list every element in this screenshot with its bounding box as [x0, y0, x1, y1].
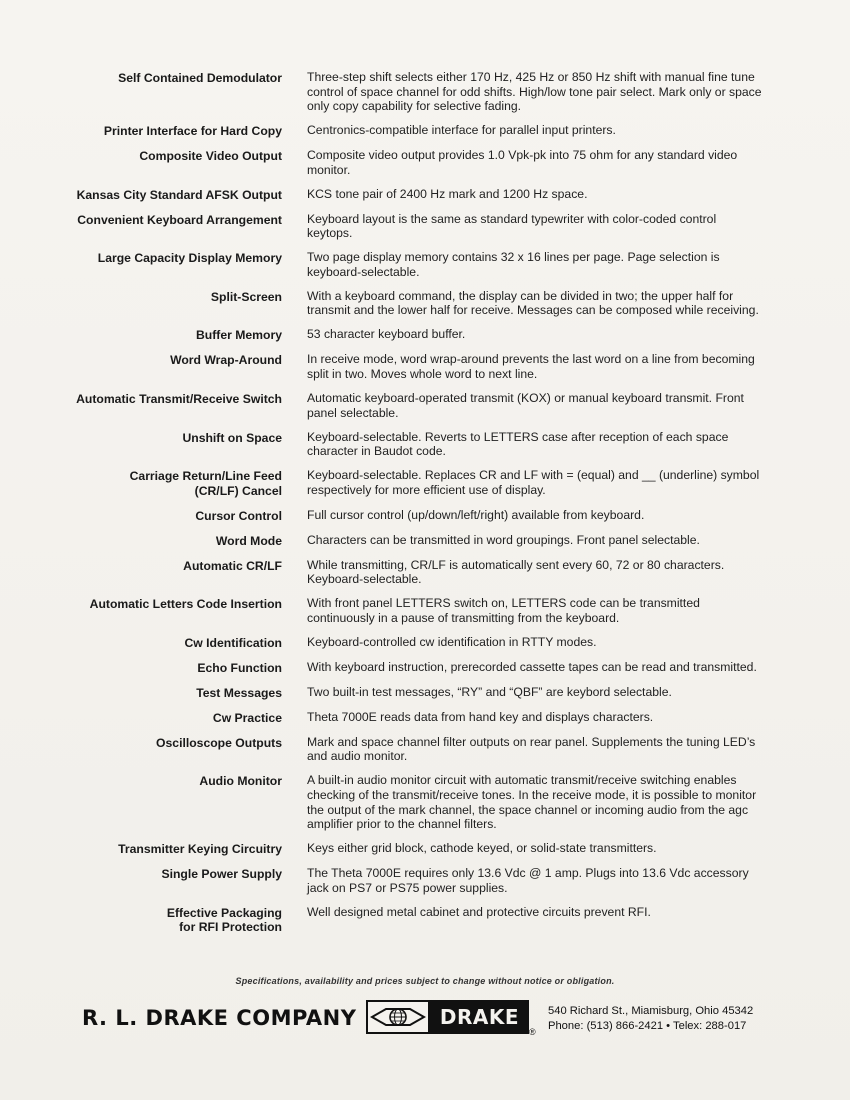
feature-label: [60, 148, 282, 164]
phone-telex-line: Phone: (513) 866-2421 • Telex: 288-017: [548, 1020, 747, 1032]
feature-row: [60, 430, 770, 459]
feature-description: Two built-in test messages, “RY” and “QBF” are keybord selectable.: [307, 684, 672, 699]
feature-row: [60, 212, 770, 241]
feature-label: [60, 391, 282, 407]
logo-wordmark: DRAKE: [430, 1000, 529, 1034]
feature-row: [60, 596, 770, 625]
feature-label-line: Word Mode: [215, 533, 282, 548]
feature-label-line: Audio Monitor: [199, 774, 282, 789]
feature-row: [60, 148, 770, 177]
company-name: R. L. DRAKE COMPANY: [82, 1006, 357, 1030]
address-line: 540 Richard St., Miamisburg, Ohio 45342: [548, 1005, 754, 1017]
feature-label-line: Convenient Keyboard Arrangement: [77, 212, 282, 227]
feature-label-line: Split-Screen: [210, 289, 282, 304]
feature-label-line: Printer Interface for Hard Copy: [103, 124, 282, 139]
feature-description: The Theta 7000E requires only 13.6 Vdc @ 1 amp. Plugs into 13.6 Vdc accessory jack on PS7 or PS75 power supplies.: [307, 866, 749, 895]
feature-label: [60, 250, 282, 266]
feature-description: Well designed metal cabinet and protective circuits prevent RFI.: [307, 904, 651, 919]
feature-label: [60, 289, 282, 305]
feature-row: [60, 773, 770, 831]
feature-label: [60, 70, 282, 86]
feature-row: [60, 187, 770, 203]
feature-row: [60, 508, 770, 524]
feature-label: [60, 735, 282, 751]
disclaimer: Specifications, availability and prices subject to change without notice or obligation.: [235, 976, 615, 986]
feature-description: With keyboard instruction, prerecorded cassette tapes can be read and transmitted.: [307, 659, 757, 674]
feature-row: [60, 841, 770, 857]
feature-label-line: Large Capacity Display Memory: [97, 251, 282, 266]
feature-label: [60, 327, 282, 343]
feature-label: [60, 685, 282, 701]
feature-label-line: Unshift on Space: [182, 430, 282, 445]
feature-description: 53 character keyboard buffer.: [307, 327, 466, 342]
feature-label-line: Single Power Supply: [161, 867, 282, 882]
feature-description: In receive mode, word wrap-around prevents the last word on a line from becoming split in two. Moves whole word to next line.: [307, 352, 755, 382]
feature-description: Composite video output provides 1.0 Vpk-pk into 75 ohm for any standard video monitor.: [307, 148, 738, 177]
feature-description: Theta 7000E reads data from hand key and displays characters.: [307, 709, 654, 724]
feature-row: [60, 685, 770, 701]
feature-description: Centronics-compatible interface for parallel input printers.: [307, 123, 616, 138]
feature-row: [60, 468, 770, 498]
feature-row: [60, 70, 770, 114]
company-address: [548, 1004, 753, 1034]
feature-label-line: Cw Practice: [212, 710, 282, 725]
feature-label: [60, 841, 282, 857]
feature-description: Automatic keyboard-operated transmit (KOX) or manual keyboard transmit. Front panel selectable.: [307, 391, 744, 420]
feature-label-line: Word Wrap-Around: [170, 353, 282, 368]
feature-row: [60, 660, 770, 676]
feature-description: Characters can be transmitted in word groupings. Front panel selectable.: [307, 532, 700, 547]
feature-row: [60, 327, 770, 343]
feature-label: [60, 558, 282, 574]
feature-label: [60, 773, 282, 789]
feature-description: With a keyboard command, the display can be divided in two; the upper half for transmit and the lower half for receive. Messages can be composed while receiving.: [307, 288, 759, 318]
feature-label: [60, 533, 282, 549]
feature-label: [60, 710, 282, 726]
feature-description: Two page display memory contains 32 x 16 lines per page. Page selection is keyboard-selectable.: [307, 250, 720, 279]
feature-label-line: Carriage Return/Line Feed: [129, 469, 282, 484]
feature-label-line: for RFI Protection: [179, 920, 282, 935]
feature-label-line: Buffer Memory: [195, 328, 282, 343]
feature-description: Mark and space channel filter outputs on rear panel. Supplements the tuning LED’s and audio monitor.: [307, 734, 756, 764]
feature-row: [60, 391, 770, 420]
feature-description: KCS tone pair of 2400 Hz mark and 1200 Hz space.: [307, 186, 588, 201]
feature-label: [60, 468, 282, 498]
feature-row: [60, 558, 770, 587]
feature-description: Full cursor control (up/down/left/right) available from keyboard.: [307, 507, 645, 522]
drake-logo: [366, 999, 529, 1035]
feature-label: [60, 866, 282, 882]
feature-list: [60, 70, 770, 944]
feature-label-line: Cw Identification: [184, 635, 282, 650]
feature-description: Keyboard-controlled cw identification in RTTY modes.: [307, 634, 597, 649]
feature-label: [60, 212, 282, 228]
feature-label: [60, 123, 282, 139]
feature-row: [60, 635, 770, 651]
feature-label-line: Automatic Transmit/Receive Switch: [76, 392, 282, 407]
feature-label-line: Cursor Control: [195, 508, 282, 523]
feature-row: [60, 905, 770, 935]
feature-description: Keyboard-selectable. Reverts to LETTERS case after reception of each space character in Baudot code.: [307, 429, 729, 459]
feature-label-line: Kansas City Standard AFSK Output: [76, 187, 282, 202]
feature-row: [60, 250, 770, 279]
feature-row: [60, 735, 770, 764]
feature-description: Keyboard-selectable. Replaces CR and LF with = (equal) and __ (underline) symbol respectively for more efficient use of display.: [307, 468, 760, 497]
feature-label-line: Composite Video Output: [139, 149, 282, 164]
feature-label-line: Automatic CR/LF: [183, 558, 282, 573]
feature-label: [60, 508, 282, 524]
feature-label: [60, 187, 282, 203]
feature-label-line: Transmitter Keying Circuitry: [118, 842, 282, 857]
feature-label-line: Self Contained Demodulator: [118, 71, 282, 85]
feature-label: [60, 596, 282, 612]
feature-description: Keys either grid block, cathode keyed, or solid-state transmitters.: [307, 841, 657, 856]
feature-description: A built-in audio monitor circuit with automatic transmit/receive switching enables checking of the transmit/receive tones. In the receive mode, it is possible to monitor the output of the mark channel, the space channel or incoming audio from the agc amplifier prior to the channel filters.: [307, 773, 757, 832]
feature-row: [60, 710, 770, 726]
feature-label-line: Automatic Letters Code Insertion: [89, 597, 282, 612]
feature-label-line: Test Messages: [196, 685, 282, 700]
feature-description: While transmitting, CR/LF is automatically sent every 60, 72 or 80 characters. Keyboard-selectable.: [307, 557, 725, 587]
feature-label: [60, 352, 282, 368]
feature-description: Keyboard layout is the same as standard typewriter with color-coded control keytops.: [307, 211, 717, 241]
feature-label-line: Oscilloscope Outputs: [156, 735, 282, 750]
feature-label: [60, 430, 282, 446]
feature-description: Three-step shift selects either 170 Hz, 425 Hz or 850 Hz shift with manual fine tune control of space channel for odd shifts. High/low tone pair select. Mark only or space only copy capability for selective fading.: [307, 70, 762, 114]
feature-description: With front panel LETTERS switch on, LETTERS code can be transmitted continuously in a pause of transmitting from the keyboard.: [307, 596, 700, 625]
feature-row: [60, 533, 770, 549]
feature-row: [60, 123, 770, 139]
feature-label: [60, 660, 282, 676]
registered-mark: ®: [529, 1027, 536, 1037]
feature-label-line: (CR/LF) Cancel: [194, 483, 282, 498]
feature-label-line: Effective Packaging: [166, 905, 282, 920]
feature-row: [60, 866, 770, 895]
feature-label: [60, 905, 282, 935]
feature-label-line: Echo Function: [197, 660, 282, 675]
feature-row: [60, 289, 770, 318]
feature-label: [60, 635, 282, 651]
feature-row: [60, 352, 770, 381]
globe-logo-icon: [366, 1000, 430, 1034]
